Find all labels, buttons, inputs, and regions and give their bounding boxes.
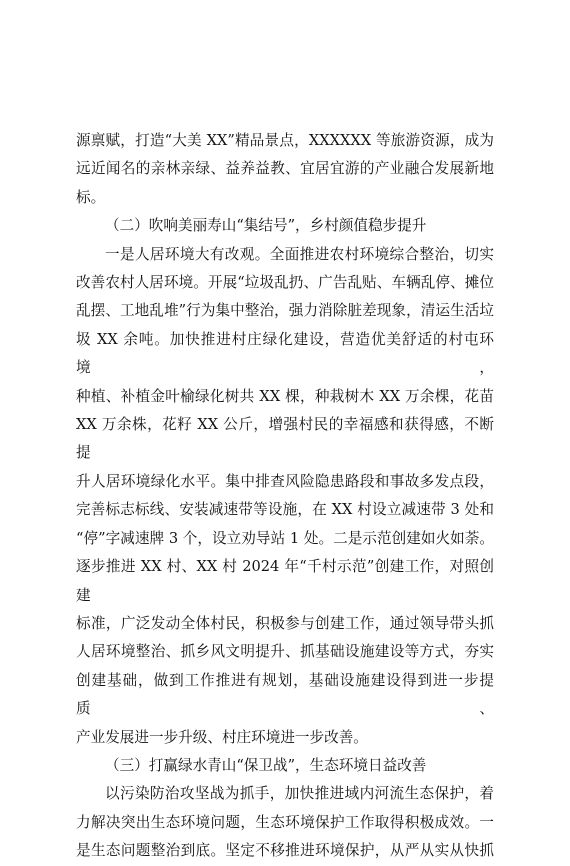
text-line: 人居环境整治、抓乡风文明提升、抓基础设施建设等方式，夯实 xyxy=(76,643,494,661)
text-line: 圾 XX 余吨。加快推进村庄绿化建设，营造优美舒适的村屯环境， xyxy=(76,330,494,377)
text-line: 升人居环境绿化水平。集中排查风险隐患路段和事故多发点段， xyxy=(76,472,494,490)
text-line: 一是人居环境大有改观。全面推进农村环境综合整治，切实 xyxy=(105,245,494,263)
text-line: 创建基础，做到工作推进有规划，基础设施建设得到进一步提质、 xyxy=(76,671,494,718)
text-line: 源禀赋，打造“大美 XX”精品景点，XXXXXX 等旅游资源，成为 xyxy=(76,132,494,149)
text-line: 完善标志标线、安装减速带等设施，在 XX 村设立减速带 3 处和 xyxy=(76,501,494,519)
text-line: 力解决突出生态环境问题，生态环境保护工作取得积极成效。一 xyxy=(76,813,494,831)
text-line: 种植、补植金叶榆绿化树共 XX 棵，种栽树木 XX 万余棵，花苗 xyxy=(76,387,494,405)
text-line: XX 万余株，花籽 XX 公斤，增强村民的幸福感和获得感，不断提 xyxy=(76,416,494,462)
text-line: 标。 xyxy=(76,188,106,206)
section-heading: （三）打赢绿水青山“保卫战”，生态环境日益改善 xyxy=(105,756,427,774)
text-line: 产业发展进一步升级、村庄环境进一步改善。 xyxy=(76,728,368,746)
document-body xyxy=(76,127,494,866)
text-line: 改善农村人居环境。开展“垃圾乱扔、广告乱贴、车辆乱停、摊位 xyxy=(76,274,494,292)
text-line: 标准，广泛发动全体村民，积极参与创建工作，通过领导带头抓 xyxy=(76,614,494,632)
text-line: 逐步推进 XX 村、XX 村 2024 年“千村示范”创建工作，对照创建 xyxy=(76,558,494,604)
text-line: 远近闻名的亲林亲绿、益养益教、宜居宜游的产业融合发展新地 xyxy=(76,160,494,178)
text-line: “停”字减速牌 3 个，设立劝导站 1 处。二是示范创建如火如荼。 xyxy=(76,529,494,547)
text-line: 是生态问题整治到底。坚定不移推进环境保护，从严从实从快抓 xyxy=(76,842,494,860)
section-heading: （二）吹响美丽寿山“集结号”，乡村颜值稳步提升 xyxy=(105,217,427,235)
text-line: 以污染防治攻坚战为抓手，加快推进域内河流生态保护，着 xyxy=(105,785,494,803)
text-line: 乱摆、工地乱堆”行为集中整治，强力消除脏差现象，清运生活垃 xyxy=(76,302,494,320)
